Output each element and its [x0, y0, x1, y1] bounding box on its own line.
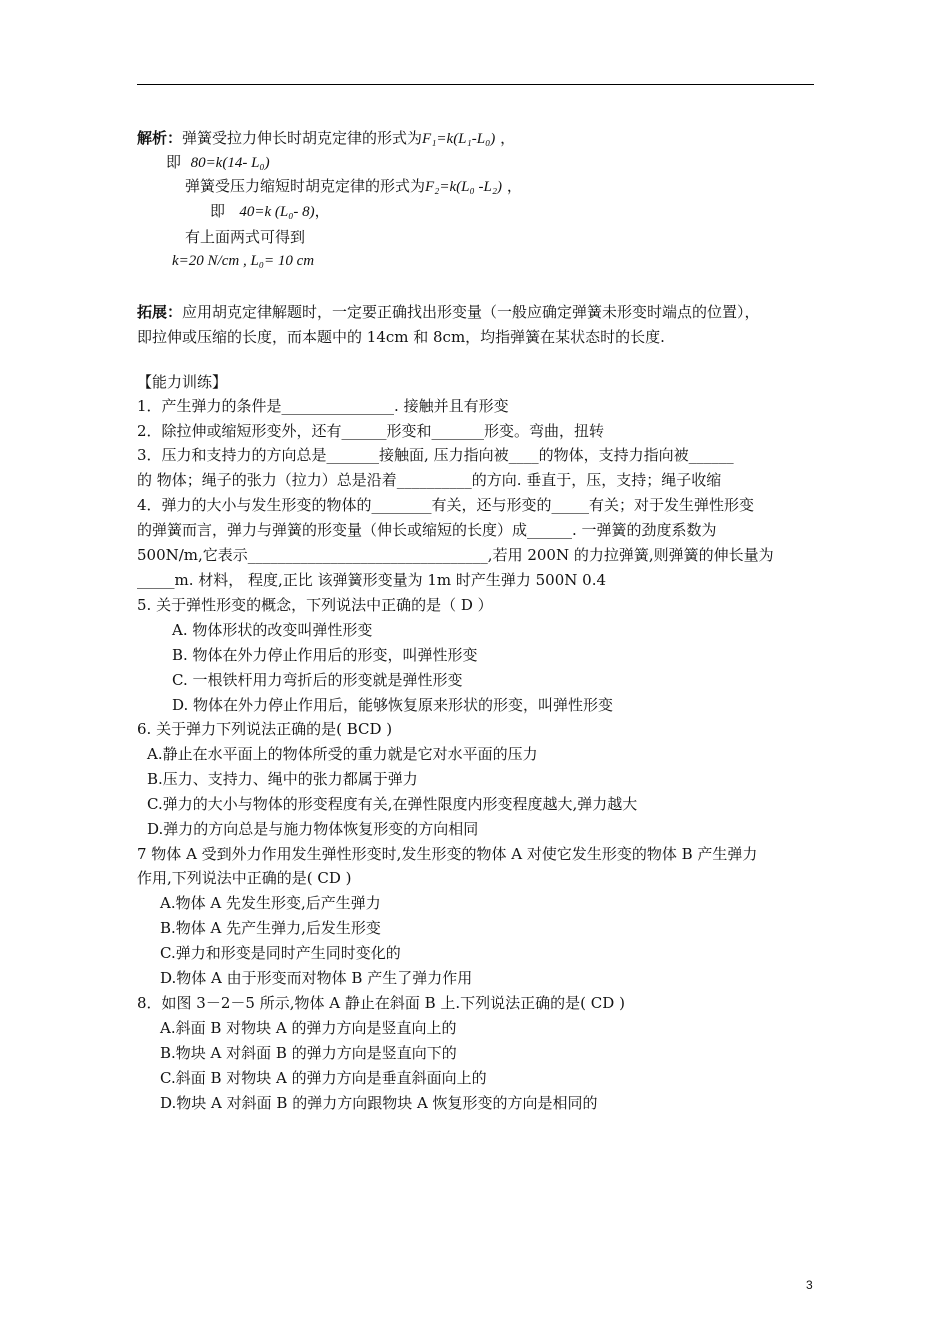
- question-7-stem: 7 物体 A 受到外力作用发生弹性形变时,发生形变的物体 A 对使它发生形变的物体 B 产生弹力: [137, 845, 758, 863]
- punctuation: ，: [314, 202, 330, 220]
- extension-label: 拓展：: [137, 303, 183, 321]
- question-6-option: A.静止在水平面上的物体所受的重力就是它对水平面的压力: [147, 745, 538, 763]
- training-line: 4．弹力的大小与发生形变的物体的________有关，还与形变的_____有关；对于发生弹性形变: [137, 496, 755, 514]
- extension-line-2: 即拉伸或压缩的长度，而本题中的 14cm 和 8cm，均指弹簧在某状态时的长度.: [137, 328, 665, 346]
- equation: 40=k (L₀- 8): [239, 204, 315, 220]
- training-header: 【能力训练】: [137, 373, 228, 391]
- question-8-option: B.物块 A 对斜面 B 的弹力方向是竖直向下的: [160, 1044, 457, 1062]
- equation: F₁=k(L₁-L₀): [422, 131, 496, 147]
- extension-text: 应用胡克定律解题时，一定要正确找出形变量（一般应确定弹簧未形变时端点的位置），: [182, 303, 760, 321]
- question-6-option: C.弹力的大小与物体的形变程度有关,在弹性限度内形变程度越大,弹力越大: [147, 795, 638, 813]
- solution-line-4: [210, 201, 330, 222]
- question-8-option: D.物块 A 对斜面 B 的弹力方向跟物块 A 恢复形变的方向是相同的: [160, 1094, 598, 1112]
- header-rule: [137, 84, 814, 85]
- question-7-option: D.物体 A 由于形变而对物体 B 产生了弹力作用: [160, 969, 473, 987]
- solution-line-1: [137, 128, 515, 149]
- training-line: _____m. 材料， 程度,正比 该弹簧形变量为 1m 时产生弹力 500N 0.4: [137, 571, 607, 589]
- question-7-option: A.物体 A 先发生形变,后产生弹力: [160, 894, 381, 912]
- question-8-stem: 8．如图 3－2－5 所示,物体 A 静止在斜面 B 上.下列说法正确的是( CD ): [137, 994, 625, 1012]
- solution-text: 即: [210, 202, 226, 220]
- question-7-stem-continued: 作用,下列说法中正确的是( CD ): [137, 869, 352, 887]
- question-7-option: C.弹力和形变是同时产生同时变化的: [160, 944, 401, 962]
- training-line: 1．产生弹力的条件是_______________. 接触并且有形变: [137, 397, 509, 415]
- solution-text: 弹簧受拉力伸长时胡克定律的形式为: [182, 129, 423, 147]
- question-6-stem: 6. 关于弹力下列说法正确的是( BCD ): [137, 720, 393, 738]
- question-5-option: B. 物体在外力停止作用后的形变，叫弹性形变: [172, 646, 478, 664]
- solution-line-5: 有上面两式可得到: [185, 228, 306, 246]
- solution-line-3: [185, 176, 522, 197]
- question-6-option: B.压力、支持力、绳中的张力都属于弹力: [147, 770, 418, 788]
- question-5-option: A. 物体形状的改变叫弹性形变: [172, 621, 373, 639]
- page-number: 3: [806, 1278, 813, 1292]
- training-line: 3．压力和支持力的方向总是_______接触面, 压力指向被____的物体，支持力指向被______: [137, 446, 734, 464]
- question-5-stem: 5. 关于弹性形变的概念，下列说法中正确的是（ D ）: [137, 596, 493, 614]
- equation: F₂=k(L₀ -L₂): [425, 179, 503, 195]
- question-5-option: C. 一根铁杆用力弯折后的形变就是弹性形变: [172, 671, 463, 689]
- solution-label: 解析：: [137, 129, 183, 147]
- solution-result: k=20 N/cm , L₀= 10 cm: [172, 253, 315, 269]
- extension-line-1: [137, 302, 760, 322]
- punctuation: ，: [506, 177, 522, 195]
- question-5-option: D. 物体在外力停止作用后，能够恢复原来形状的形变，叫弹性形变: [172, 696, 614, 714]
- question-8-option: C.斜面 B 对物块 A 的弹力方向是垂直斜面向上的: [160, 1069, 487, 1087]
- solution-line-2: [166, 152, 270, 173]
- question-7-option: B.物体 A 先产生弹力,后发生形变: [160, 919, 381, 937]
- question-8-option: A.斜面 B 对物块 A 的弹力方向是竖直向上的: [160, 1019, 457, 1037]
- punctuation: ，: [500, 129, 516, 147]
- solution-text: 即: [166, 153, 182, 171]
- question-6-option: D.弹力的方向总是与施力物体恢复形变的方向相同: [147, 820, 479, 838]
- training-line: 的弹簧而言，弹力与弹簧的形变量（伸长或缩短的长度）成______. 一弹簧的劲度系数为: [137, 521, 717, 539]
- training-line: 的 物体；绳子的张力（拉力）总是沿着__________的方向. 垂直于，压，支持；绳子收缩: [137, 471, 722, 489]
- solution-text: 弹簧受压力缩短时胡克定律的形式为: [185, 177, 426, 195]
- training-line: 2．除拉伸或缩短形变外，还有______形变和_______形变。弯曲，扭转: [137, 422, 605, 440]
- training-line: 500N/m,它表示________________________________,若用 200N 的力拉弹簧,则弹簧的伸长量为: [137, 546, 774, 564]
- equation: 80=k(14- L₀): [190, 155, 270, 171]
